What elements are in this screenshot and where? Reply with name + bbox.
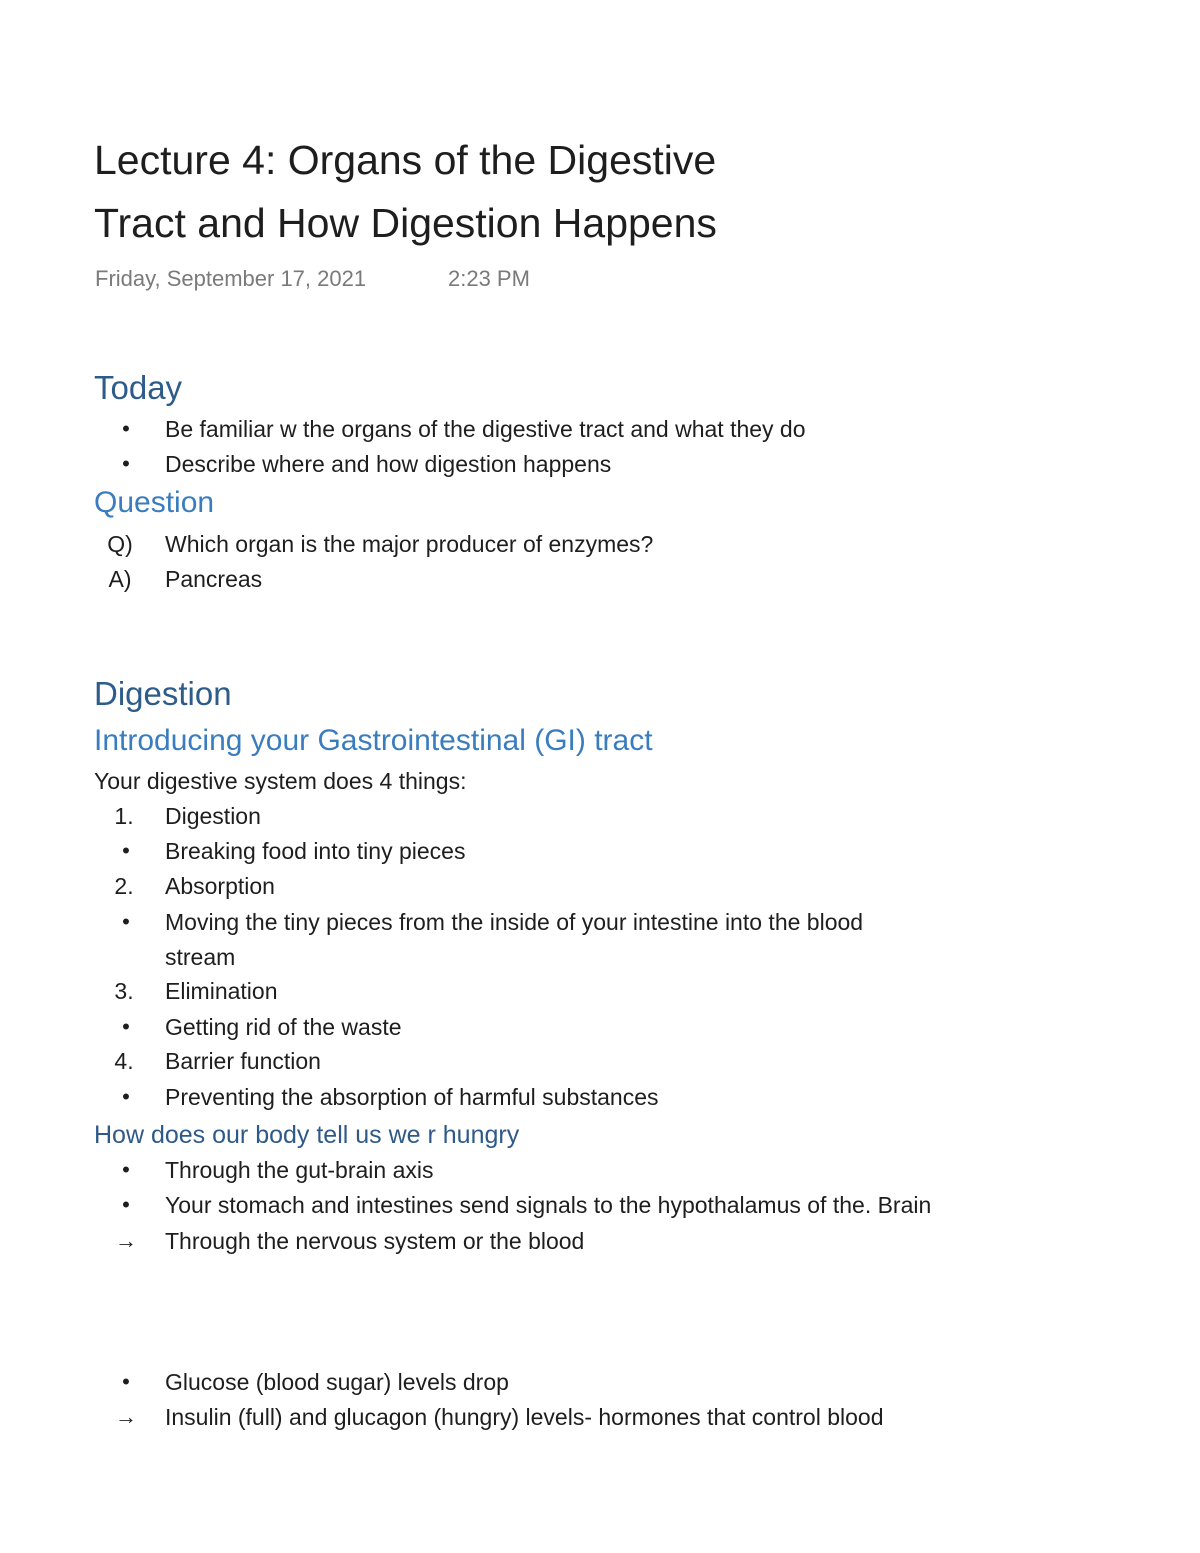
arrow-marker: → (115, 1404, 137, 1429)
list-marker: • (122, 838, 130, 863)
list-marker: 3. (114, 978, 134, 1004)
today-item-2: Describe where and how digestion happens (165, 451, 612, 477)
bullet-marker: • (122, 416, 130, 441)
list-marker: 4. (114, 1048, 134, 1074)
list-marker: • (122, 1192, 130, 1217)
arrow-marker: → (115, 1228, 137, 1253)
page-title-line-1: Lecture 4: Organs of the Digestive (94, 137, 717, 183)
today-item-1: Be familiar w the organs of the digestive tract and what they do (165, 416, 806, 442)
list-marker: • (122, 1369, 130, 1394)
list-item: Absorption (165, 873, 275, 899)
question-marker: Q) (107, 531, 133, 557)
list-item: Through the gut-brain axis (165, 1157, 434, 1183)
answer-marker: A) (108, 566, 132, 592)
list-item: Insulin (full) and glucagon (hungry) levels- hormones that control blood (165, 1404, 884, 1430)
list-marker: • (122, 909, 130, 934)
list-item: Moving the tiny pieces from the inside of your intestine into the blood (165, 909, 864, 935)
list-item: Glucose (blood sugar) levels drop (165, 1369, 509, 1395)
bullet-marker: • (122, 451, 130, 476)
heading-hunger: How does our body tell us we r hungry (94, 1121, 520, 1149)
list-marker: • (122, 1157, 130, 1182)
list-item: Getting rid of the waste (165, 1014, 402, 1040)
list-item: Breaking food into tiny pieces (165, 838, 466, 864)
question-text: Which organ is the major producer of enzymes? (165, 531, 654, 557)
list-item: Your stomach and intestines send signals to the hypothalamus of the. Brain (165, 1192, 932, 1218)
list-marker: 1. (114, 803, 134, 829)
list-item: Elimination (165, 978, 278, 1004)
page-title-line-2: Tract and How Digestion Happens (94, 200, 717, 246)
page-time: 2:23 PM (448, 266, 530, 291)
list-item: Digestion (165, 803, 261, 829)
list-item: Through the nervous system or the blood (165, 1228, 585, 1254)
heading-today: Today (94, 369, 183, 406)
subheading-gi-tract: Introducing your Gastrointestinal (GI) tract (94, 724, 653, 757)
list-item-continuation: stream (165, 944, 236, 970)
digestion-intro: Your digestive system does 4 things: (94, 768, 467, 794)
list-marker: 2. (114, 873, 134, 899)
list-item: Preventing the absorption of harmful substances (165, 1084, 659, 1110)
list-marker: • (122, 1084, 130, 1109)
list-marker: • (122, 1014, 130, 1039)
answer-text: Pancreas (165, 566, 263, 592)
page-date: Friday, September 17, 2021 (95, 266, 367, 291)
list-item: Barrier function (165, 1048, 321, 1074)
heading-question: Question (94, 486, 215, 519)
heading-digestion: Digestion (94, 675, 232, 712)
